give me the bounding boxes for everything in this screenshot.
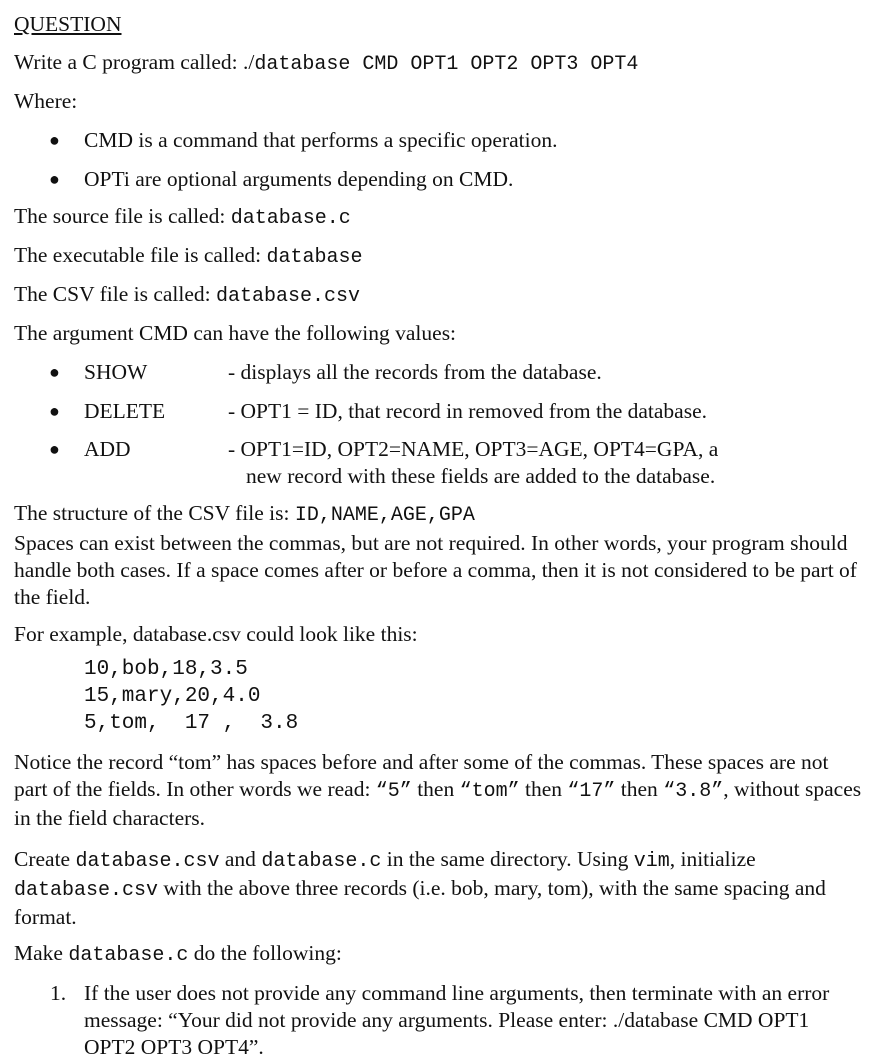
cmd-intro: The argument CMD can have the following values:	[14, 321, 457, 345]
file-value: database.csv	[216, 285, 361, 308]
create-paragraph	[14, 846, 864, 931]
structure-value: ID,NAME,AGE,GPA	[294, 504, 475, 527]
intro-program-dot: ./	[242, 50, 255, 74]
file-value: database	[266, 246, 363, 269]
notice-paragraph	[14, 749, 864, 832]
bullet-dot: ●	[49, 362, 60, 382]
make-text: do the following:	[188, 941, 342, 965]
csv-file-line	[14, 281, 360, 310]
executable-file-line	[14, 242, 363, 271]
create-text: in the same directory. Using	[381, 847, 634, 871]
bullet-item: CMD is a command that performs a specific operation.	[84, 128, 558, 152]
structure-label: The structure of the CSV file is:	[14, 501, 295, 525]
notice-value: “5”	[375, 780, 412, 803]
command-name: ADD	[84, 437, 131, 461]
notice-value: “tom”	[459, 780, 520, 803]
create-text: with the above three records (i.e. bob, mary, tom), with the same spacing and format.	[14, 876, 826, 929]
source-file-line	[14, 203, 351, 232]
create-text: , initialize	[669, 847, 756, 871]
file-name: database.csv	[75, 850, 220, 873]
make-line	[14, 940, 342, 969]
example-csv-line: 5,tom, 17 , 3.8	[84, 712, 299, 735]
make-text: Make	[14, 941, 69, 965]
structure-line	[14, 500, 475, 529]
bullet-dot: ●	[49, 169, 60, 189]
command-desc: - displays all the records from the database.	[228, 360, 602, 384]
notice-then: then	[519, 777, 568, 801]
bullet-item: OPTi are optional arguments depending on CMD.	[84, 167, 514, 191]
file-label: The source file is called:	[14, 204, 231, 228]
file-name: database.c	[261, 850, 382, 873]
bullet-dot: ●	[49, 401, 60, 421]
intro-line	[14, 49, 638, 78]
file-label: The executable file is called:	[14, 243, 267, 267]
file-label: The CSV file is called:	[14, 282, 217, 306]
tool-name: vim	[633, 850, 670, 873]
command-desc-continued: new record with these fields are added to the database.	[246, 464, 716, 488]
notice-value: “3.8”	[663, 780, 724, 803]
intro-prefix: Write a C program called:	[14, 50, 243, 74]
create-text: Create	[14, 847, 76, 871]
example-intro: For example, database.csv could look like this:	[14, 622, 418, 646]
file-name: database.c	[68, 944, 189, 967]
command-name: SHOW	[84, 360, 148, 384]
create-text: and	[219, 847, 262, 871]
file-name: database.csv	[14, 879, 159, 902]
notice-text: , without spaces in the field characters.	[14, 777, 862, 830]
command-name: DELETE	[84, 399, 166, 423]
where-label: Where:	[14, 89, 78, 113]
command-desc: - OPT1 = ID, that record in removed from the database.	[228, 399, 707, 423]
notice-value: “17”	[567, 780, 616, 803]
spaces-paragraph: Spaces can exist between the commas, but are not required. In other words, your program should handle both cases. If a space comes after or before a comma, then it is not considered to be part of the field.	[14, 531, 857, 609]
bullet-dot: ●	[49, 439, 60, 459]
file-value: database.c	[230, 207, 351, 230]
notice-then: then	[615, 777, 664, 801]
notice-text: Notice the record “tom” has spaces before and after some of the commas. These spaces are not part of the fields. In other words we read:	[14, 750, 829, 801]
example-csv-line: 10,bob,18,3.5	[84, 658, 248, 681]
bullet-dot: ●	[49, 130, 60, 150]
step-number: 1.	[50, 981, 67, 1005]
notice-then: then	[411, 777, 460, 801]
example-csv-line: 15,mary,20,4.0	[84, 685, 261, 708]
command-desc: - OPT1=ID, OPT2=NAME, OPT3=AGE, OPT4=GPA, a	[228, 437, 719, 461]
step-text: If the user does not provide any command line arguments, then terminate with an error message: “Your did not provide any arguments. Please enter: ./database CMD OPT1 OPT2 OPT3 OPT4”.	[84, 981, 830, 1059]
intro-program-command: database CMD OPT1 OPT2 OPT3 OPT4	[254, 53, 639, 76]
question-heading: QUESTION	[14, 12, 122, 36]
